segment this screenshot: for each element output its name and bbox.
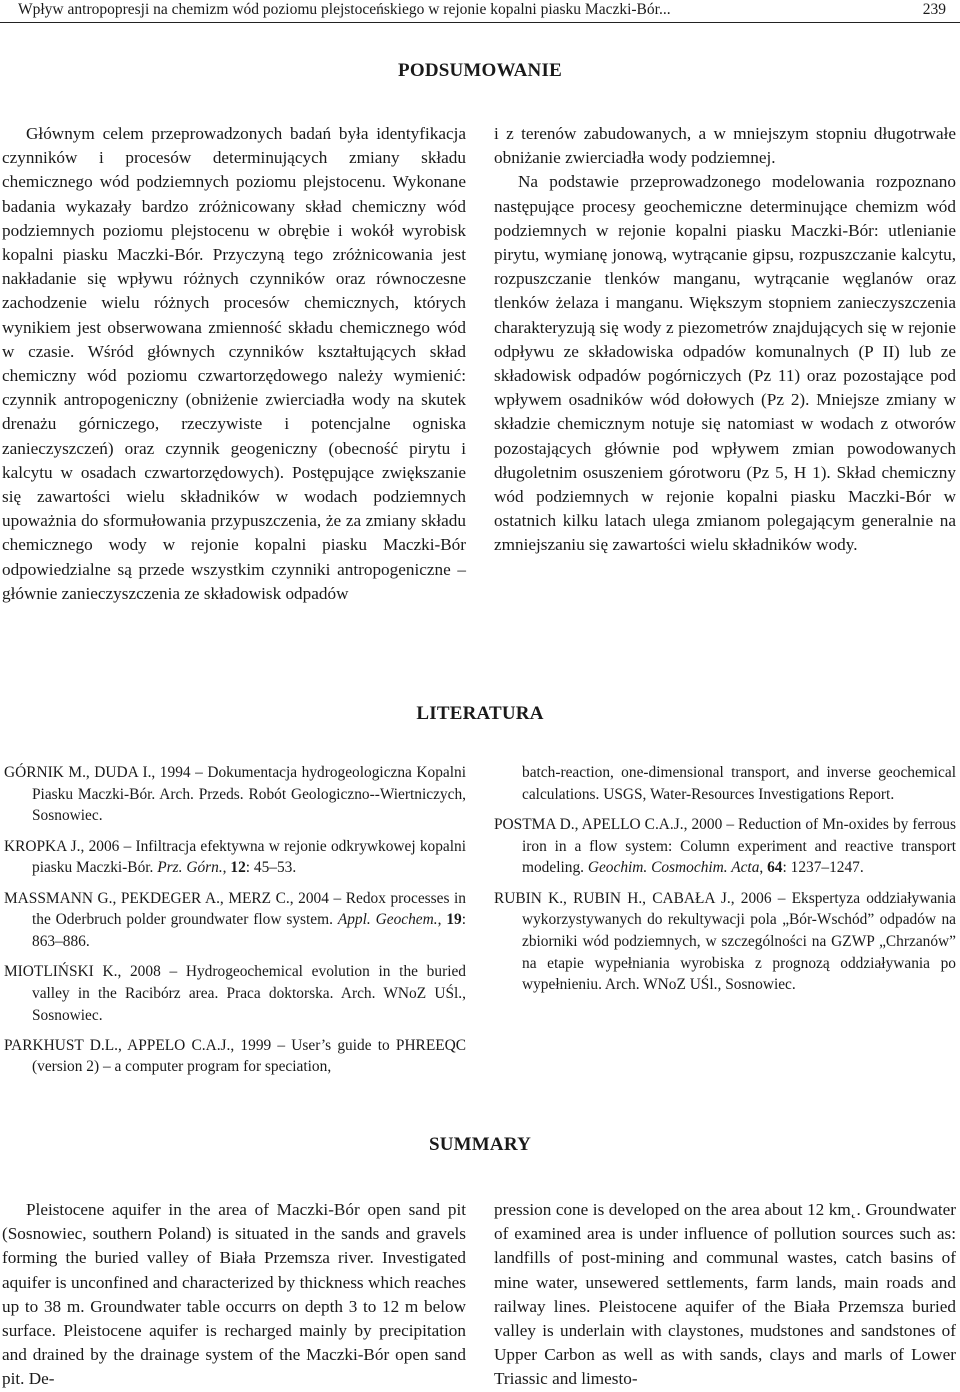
- podsumowanie-paragraph-2: Na podstawie przeprowadzonego modelowania rozpoznano następujące procesy geochemiczne determinujące chemizm wód podziemnych w rejonie kopalni piasku Maczki-Bór: utlenianie pirytu, wymianę jonową, wytrącanie gipsu, rozpuszczanie kalcytu, rozpuszczanie tlenków manganu, wytrącanie węglanów oraz tlenków żelaza i manganu. Większym stopniem zanieczyszczenia charakteryzują się wody z piezometrów znajdujących się w rejonie odpływu ze składowiska odpadów komunalnych (P II) lub ze składowisk odpadów pogórniczych (Pz 11) oraz pozostające pod wpływem osadników wód dołowych (Pz 2). Mniejsze zmiany w składzie chemicznym notuje się natomiast w wodach z otworów pozostających głównie pod wpływem zmian powodowanych długoletnim osuszeniem górotworu (Pz 5, H 1). Skład chemiczny wód podziemnych w rejonie kopalni piasku Maczki-Bór w ostatnich kilku latach ulega zmianom polegającym generalnie na zmniejszaniu się zawartości wielu składników wody.: [494, 172, 956, 555]
- running-header: [0, 0, 960, 23]
- summary-right-column: [494, 1198, 956, 1392]
- podsumowanie-paragraph-1: Głównym celem przeprowadzonych badań była identyfikacja czynników i procesów determinujących zmiany składu chemicznego wód podziemnych poziomu plejstocenu. Wykonane badania wykazały bardzo zróżnicowany skład chemiczny wód podziemnych poziomu plejstocenu w obrębie i wokół wyrobisk kopalni piasku Maczki-Bór. Przyczyną tego zróżnicowania jest nakładanie się wpływu różnych czynników oraz równoczesne zachodzenie wielu różnych procesów chemicznych, których wynikiem jest obserwowana zmienność składu chemicznego wód w czasie. Wśród głównych czynników kształtujących skład chemiczny wód poziomu czwartorzędowego należy wymienić: czynnik antropogeniczny (obniżenie zwierciadła wody na skutek drenażu górniczego, rzeczywiste i potencjalne ogniska zanieczyszczeń) oraz czynnik geogeniczny (obecność pirytu i kalcytu w osadach czwartorzędowych). Postępujące zwiększanie się zawartości wielu składników w wodach podziemnych upoważnia do sformułowania przypuszczenia, że za zmiany składu chemicznego wody w rejonie kopalni piasku Maczki-Bór odpowiedzialne są przede wszystkim czynniki antropogeniczne – głównie zanieczyszczenia ze składowisk odpadów: [2, 124, 466, 603]
- reference-item-continued: batch-reaction, one-dimensional transport, and inverse geochemical calculations. USGS, Water-Resources Investigations Report.: [522, 764, 956, 803]
- reference-item: MIOTLIŃSKI K., 2008 – Hydrogeochemical evolution in the buried valley in the Racibórz area. Praca doktorska. Arch. WNoZ UŚl., Sosnowiec.: [4, 963, 467, 1024]
- reference-item: GÓRNIK M., DUDA I., 1994 – Dokumentacja hydrogeologiczna Kopalni Piasku Maczki-Bór. Arch. Przeds. Robót Geologiczno--Wiertniczych, Sosnowiec.: [4, 764, 466, 825]
- reference-item: KROPKA J., 2006 – Infiltracja efektywna w rejonie odkrywkowej kopalni piasku Maczki-Bór. Prz. Górn., 12: 45–53.: [4, 837, 466, 877]
- references-right-column: [494, 762, 956, 1005]
- reference-item: PARKHUST D.L., APPELO C.A.J., 1999 – User’s guide to PHREEQC (version 2) – a computer program for speciation,: [4, 1036, 467, 1076]
- running-title: Wpływ antropopresji na chemizm wód poziomu plejstoceńskiego w rejonie kopalni piasku Maczki-Bór...: [18, 1, 671, 18]
- section-heading-summary: SUMMARY: [428, 1134, 532, 1155]
- section-heading-literatura: LITERATURA: [416, 703, 544, 724]
- summary-paragraph-continued: pression cone is developed on the area about 12 km˛. Groundwater of examined area is under influence of pollution sources such as: landfills of post-mining and communal wastes, catch basins of mine water, unsewered settlements, farm lands, main roads and railway lines. Pleistocene aquifer of the Biała Przemsza buried valley is underlain with claystones, mudstones and sandstones of Upper Carbon as well as with sands, clays and marls of Lower Triassic and limesto-: [494, 1200, 956, 1389]
- reference-item: MASSMANN G., PEKDEGER A., MERZ C., 2004 – Redox processes in the Oderbruch polder groundwater flow system. Appl. Geochem., 19: 863–886.: [4, 889, 466, 950]
- summary-paragraph: Pleistocene aquifer in the area of Maczki-Bór open sand pit (Sosnowiec, southern Poland) is situated in the sands and gravels forming the buried valley of Biała Przemsza river. Investigated aquifer is unconfined and characterized by thickness which reaches up to 38 m. Groundwater table occurrs on depth 3 to 12 m below surface. Pleistocene aquifer is recharged mainly by precipitation and drained by the drainage system of the Maczki-Bór open sand pit. De-: [2, 1200, 466, 1389]
- podsumowanie-left-column: [2, 122, 466, 606]
- section-heading-podsumowanie: PODSUMOWANIE: [398, 60, 562, 81]
- reference-item: POSTMA D., APELLO C.A.J., 2000 – Reduction of Mn-oxides by ferrous iron in a flow system: Column experiment and reactive transport modeling. Geochim. Cosmochim. Acta, 64: 1237–1247.: [494, 815, 956, 877]
- podsumowanie-right-column: [494, 122, 956, 558]
- podsumowanie-paragraph-1-continued: i z terenów zabudowanych, a w mniejszym stopniu długotrwałe obniżanie zwierciadła wody podziemnej.: [494, 124, 956, 168]
- references-left-column: [4, 762, 466, 1087]
- reference-item: RUBIN K., RUBIN H., CABAŁA J., 2006 – Ekspertyza oddziaływania wykorzystywanych do rekultywacji pola „Bór-Wschód” odpadów na zbiorniki wód podziemnych, w szczególności na GZWP „Chrzanów” na etapie wypełniania wyrobiska z prognozą oddziaływania po wypełnieniu. Arch. WNoZ UŚl., Sosnowiec.: [494, 889, 956, 994]
- summary-left-column: [2, 1198, 466, 1392]
- page-number: 239: [922, 1, 946, 18]
